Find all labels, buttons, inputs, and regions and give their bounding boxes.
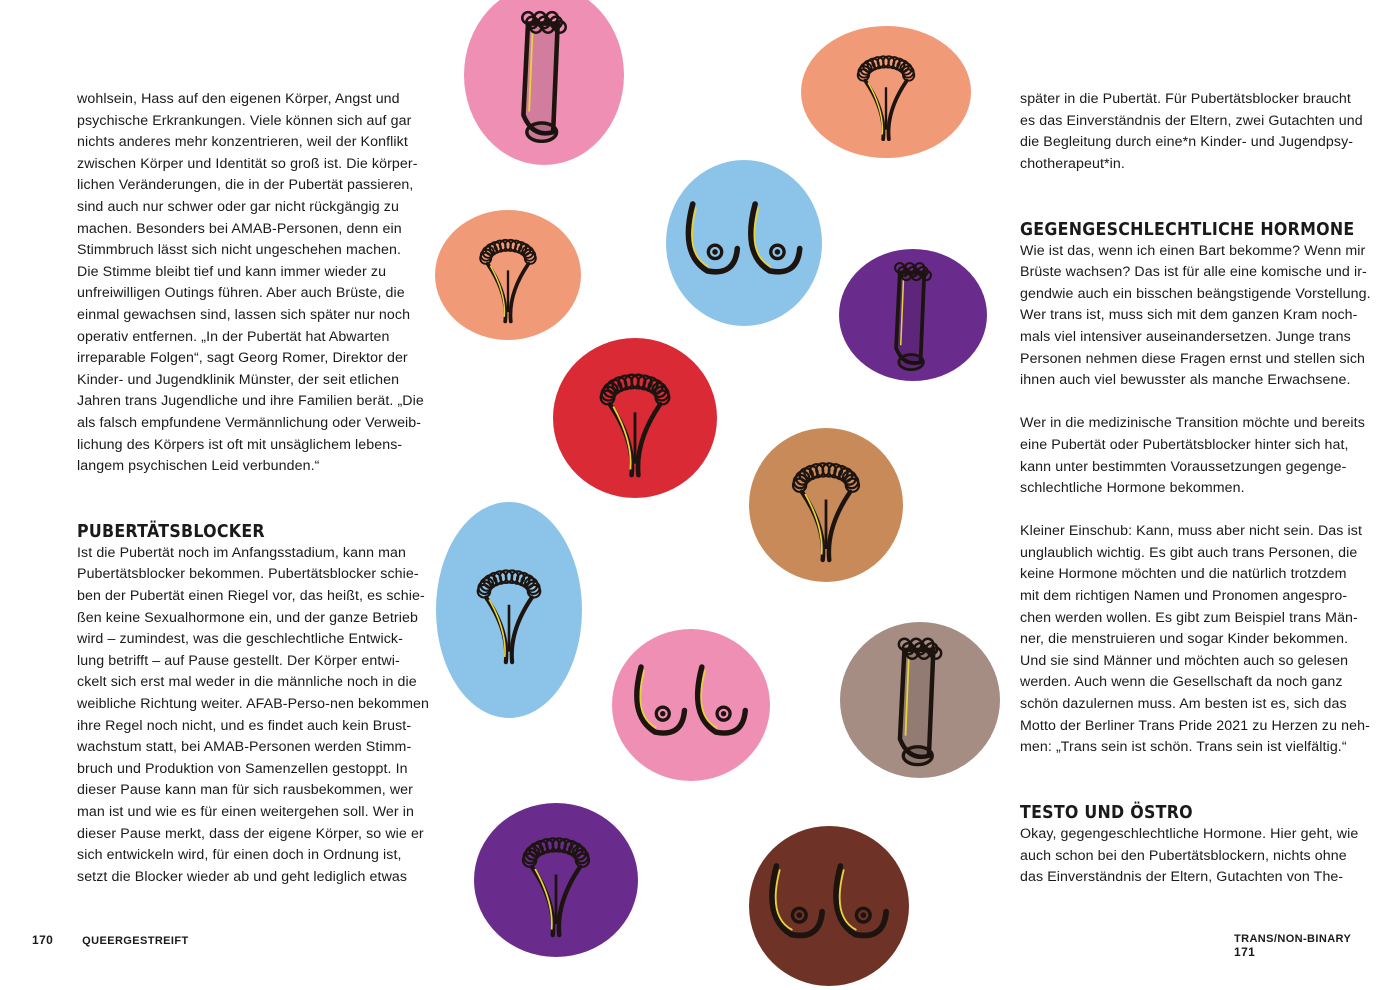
text-line: bruch und Produktion von Samenzellen gestoppt. In [77, 760, 408, 777]
text-line: schlechtliche Hormone bekommen. [1020, 480, 1245, 497]
pubertaetsblocker-paragraph [77, 543, 437, 889]
heading-gegengeschlechtliche-hormone: GEGENGESCHLECHTLICHE HORMONE [1020, 218, 1355, 240]
text-line: Wer in die medizinische Transition möchte und bereits [1020, 415, 1365, 432]
text-line: sind auch nur schwer oder gar nicht rückgängig zu [77, 198, 399, 215]
text-line: ckelt sich erst mal weder in die männliche noch in die [77, 674, 417, 691]
text-line: Kinder- und Jugendklinik Münster, der seit etlichen [77, 371, 400, 388]
circle-breasts-sky [666, 160, 822, 326]
right-footer [1234, 933, 1400, 959]
hormones-paragraph-2 [1020, 413, 1380, 499]
genital-illustration-collage [430, 0, 1020, 990]
text-line: men: „Trans sein ist schön. Trans sein ist vielfältig.“ [1020, 739, 1347, 756]
text-line: Wie ist das, wenn ich einen Bart bekomme? Wenn mir [1020, 242, 1366, 259]
text-line: man ist und wie es für einen weitergehen soll. Wer in [77, 804, 415, 820]
text-line: chotherapeut*in. [1020, 155, 1125, 172]
circle-penis-purple [839, 249, 987, 381]
text-line: ßen keine Sexualhormone ein, und der ganze Betrieb [77, 609, 418, 626]
circle-breasts-pink [612, 629, 770, 781]
text-line: lichen Veränderungen, die in der Pubertät passieren, [77, 177, 414, 194]
hormones-paragraph-3 [1020, 521, 1380, 759]
text-line: ihre Regel noch nicht, und es findet auch kein Brust- [77, 717, 412, 734]
text-line: Motto der Berliner Trans Pride 2021 zu Herzen zu neh- [1020, 717, 1370, 734]
text-line: werden. Auch wenn die Gesellschaft da noch ganz [1020, 674, 1343, 691]
text-line: unfreiwilligen Outings führen. Aber auch Brüste, die [77, 285, 405, 302]
text-line: mals viel intensiver auseinandersetzen. Junge trans [1020, 328, 1351, 345]
text-line: Die Stimme bleibt tief und kann immer wieder zu [77, 263, 387, 280]
text-line: langem psychischen Leid verbunden.“ [77, 458, 320, 475]
text-line: es das Einverständnis der Eltern, zwei Gutachten und [1020, 112, 1363, 129]
text-line: Okay, gegengeschlechtliche Hormone. Hier geht, wie [1020, 826, 1359, 842]
text-line: unglaublich wichtig. Es gibt auch trans Personen, die [1020, 544, 1358, 561]
circle-vulva-tan [749, 428, 903, 582]
left-page-column [77, 89, 437, 888]
page-number-right: 171 [1234, 945, 1256, 959]
left-footer [32, 933, 189, 947]
text-line: kann unter bestimmten Voraussetzungen gegenge- [1020, 458, 1347, 475]
text-line: wohlsein, Hass auf den eigenen Körper, Angst und [77, 91, 400, 107]
text-line: die Begleitung durch eine*n Kinder- und Jugendpsy- [1020, 134, 1354, 151]
testo-paragraph [1020, 824, 1380, 889]
circle-vulva-sky [436, 502, 582, 718]
text-line: zwischen Körper und Identität so groß ist. Die körper- [77, 155, 418, 172]
text-line: später in die Pubertät. Für Pubertätsblocker braucht [1020, 91, 1351, 107]
text-line: schön dazulernen muss. Am besten ist es, sich das [1020, 696, 1347, 713]
text-line: lung betrifft – auf Pause gestellt. Der Körper entwi- [77, 652, 400, 669]
circle-penis-pink [464, 0, 624, 165]
text-line: Wer trans ist, muss sich mit dem ganzen Kram noch- [1020, 307, 1358, 324]
text-line: Kleiner Einschub: Kann, muss aber nicht sein. Das ist [1020, 523, 1363, 540]
text-line: Personen nehmen diese Fragen ernst und stellen sich [1020, 350, 1366, 367]
text-line: als falsch empfundene Vermännlichung oder Verweib- [77, 414, 422, 431]
circle-pubic-salmon [435, 210, 581, 340]
text-line: das Einverständnis der Eltern, Gutachten von The- [1020, 869, 1344, 886]
running-head-right: TRANS/NON-BINARY [1234, 933, 1352, 945]
text-line: dieser Pause merkt, dass der eigene Körper, so wie er [77, 825, 424, 842]
text-line: wird – zumindest, was die geschlechtliche Entwick- [77, 631, 403, 648]
text-line: gendwie auch ein bisschen beängstigende Vorstellung. [1020, 285, 1371, 302]
text-line: sich entwickeln wird, für einen doch in Ordnung ist, [77, 847, 402, 864]
text-line: einmal gewachsen sind, lassen sich später nur noch [77, 306, 411, 323]
text-line: ner, die menstruieren und sogar Kinder bekommen. [1020, 631, 1349, 648]
text-line: lichung des Körpers ist oft mit unsäglichem lebens- [77, 436, 403, 453]
text-line: machen. Besonders bei AMAB-Personen, denn ein [77, 220, 402, 237]
circle-breasts-brown [749, 826, 909, 986]
text-line: auch schon bei den Pubertätsblockern, nichts ohne [1020, 847, 1347, 864]
text-line: wachstum statt, bei AMAB-Personen werden Stimm- [77, 739, 412, 756]
text-line: setzt die Blocker wieder ab und geht lediglich etwas [77, 868, 408, 885]
text-line: Brüste wachsen? Das ist für alle eine komische und ir- [1020, 264, 1367, 281]
text-line: dieser Pause kann man für sich rausbekommen, wer [77, 782, 413, 799]
circle-vulva-purple [474, 803, 638, 957]
text-line: ben der Pubertät einen Riegel vor, das heißt, es schie- [77, 588, 425, 605]
text-line: Und sie sind Männer und möchten auch so gelesen [1020, 652, 1349, 669]
page-number-left: 170 [32, 933, 54, 947]
text-line: chen werden wollen. Es gibt zum Beispiel trans Män- [1020, 609, 1358, 626]
text-line: weibliche Richtung weiter. AFAB-Perso-nen bekommen [77, 696, 429, 713]
text-line: irreparable Folgen“, sagt Georg Romer, Direktor der [77, 350, 408, 367]
text-line: ihnen auch viel bewusster als manche Erwachsene. [1020, 372, 1351, 389]
text-line: psychische Erkrankungen. Viele können sich auf gar [77, 112, 412, 129]
heading-pubertaetsblocker: PUBERTÄTSBLOCKER [77, 520, 265, 542]
text-line: Ist die Pubertät noch im Anfangsstadium, kann man [77, 544, 407, 561]
text-line: Jahren trans Jugendliche und ihre Familien berät. „Die [77, 393, 424, 410]
circle-vulva-red [553, 338, 717, 498]
text-line: eine Pubertät oder Pubertätsblocker hinter sich hat, [1020, 436, 1349, 453]
text-line: mit dem richtigen Namen und Pronomen angespro- [1020, 588, 1348, 605]
heading-testo-und-oestro: TESTO UND ÖSTRO [1020, 802, 1193, 823]
circle-vulva-salmon-top [801, 26, 971, 158]
right-page-column [1020, 89, 1380, 889]
left-intro-paragraph [77, 89, 437, 478]
text-line: keine Hormone möchten und die natürlich trotzdem [1020, 566, 1347, 583]
text-line: operativ entfernen. „In der Pubertät hat Abwarten [77, 328, 390, 345]
running-head-left: QUEERGESTREIFT [82, 935, 189, 947]
text-line: nichts anderes mehr konzentrieren, weil der Konflikt [77, 134, 408, 151]
circle-penis-taupe [840, 622, 1000, 778]
right-intro-paragraph [1020, 89, 1380, 175]
hormones-paragraph-1 [1020, 241, 1380, 392]
text-line: Stimmbruch lässt sich nicht ungeschehen machen. [77, 242, 402, 259]
text-line: Pubertätsblocker bekommen. Pubertätsblocker schie- [77, 566, 419, 583]
